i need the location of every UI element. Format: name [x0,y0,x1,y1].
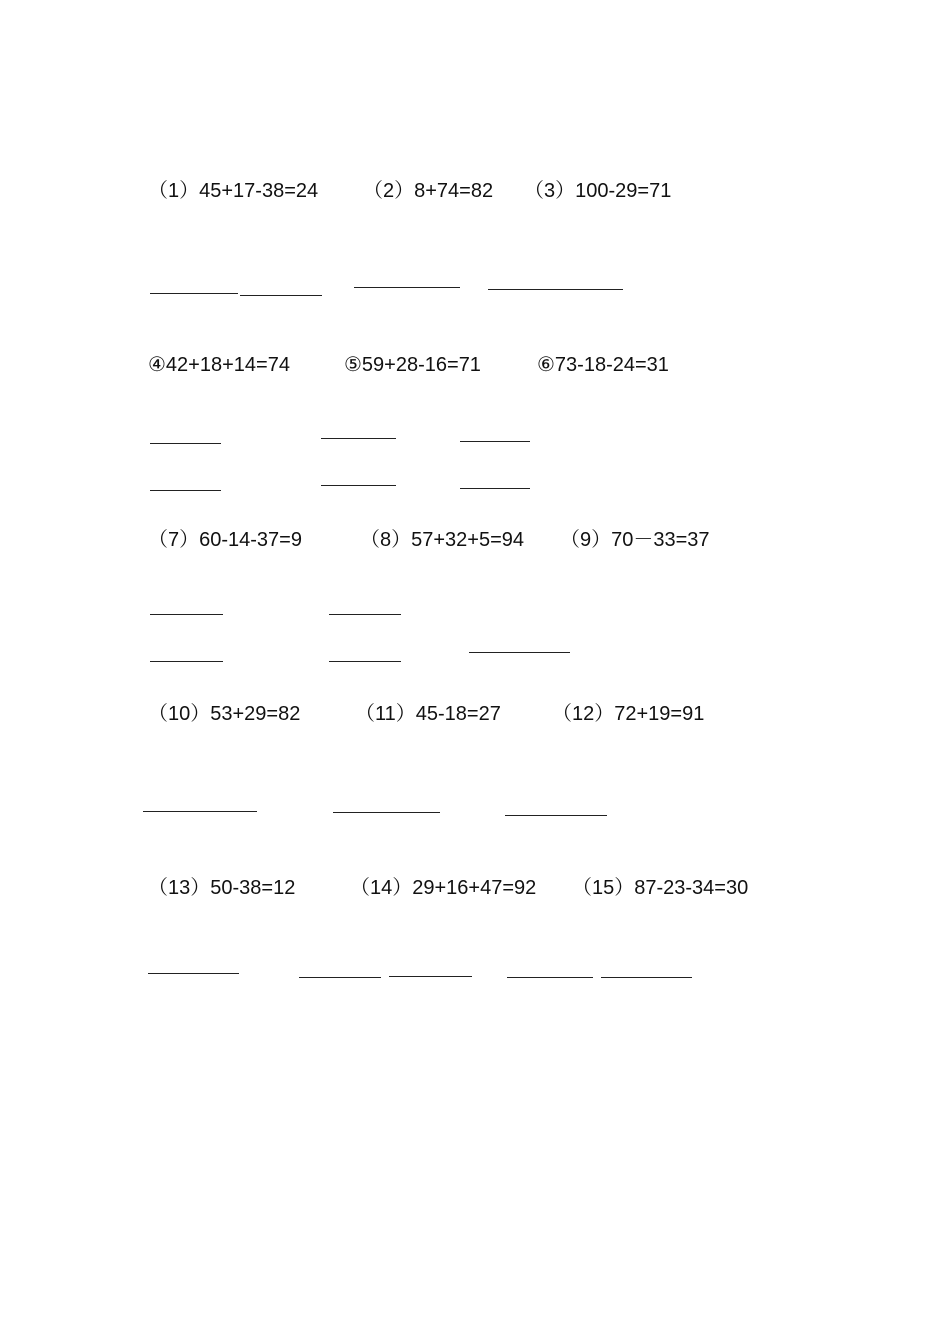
calc-divider-line [507,977,593,978]
calc-divider-line [321,485,396,486]
calc-divider-line [505,815,607,816]
problem-1-label: （1）45+17-38=24 [148,180,319,202]
problem-7-label: （7）60-14-37=9 [148,529,302,551]
calc-divider-line [389,976,472,977]
problem-3-label: （3）100-29=71 [524,180,672,202]
calc-divider-line [240,295,322,296]
calc-divider-line [460,488,530,489]
calc-divider-line [329,661,401,662]
calc-divider-line [143,811,257,812]
calc-divider-line [354,287,460,288]
calc-divider-line [150,443,221,444]
problem-15-label: （15）87-23-34=30 [572,877,749,899]
problem-12-label: （12）72+19=91 [552,703,705,725]
calc-divider-line [150,614,223,615]
calc-divider-line [333,812,440,813]
problem-6-label: ⑥73-18-24=31 [537,354,669,376]
problem-13-label: （13）50-38=12 [148,877,296,899]
problem-4-label: ④42+18+14=74 [148,354,290,376]
calc-divider-line [150,293,238,294]
problem-5-label: ⑤59+28-16=71 [344,354,481,376]
calc-divider-line [321,438,396,439]
calc-divider-line [150,490,221,491]
problem-2-label: （2）8+74=82 [363,180,494,202]
problem-9-label: （9）70－33=37 [560,529,710,551]
calc-divider-line [299,977,381,978]
problem-10-label: （10）53+29=82 [148,703,301,725]
calc-divider-line [150,661,223,662]
calc-divider-line [469,652,570,653]
problem-8-label: （8）57+32+5=94 [360,529,525,551]
calc-divider-line [460,441,530,442]
calc-divider-line [148,973,239,974]
problem-11-label: （11）45-18=27 [355,703,501,725]
calc-divider-line [601,977,692,978]
problem-14-label: （14）29+16+47=92 [350,877,537,899]
calc-divider-line [329,614,401,615]
calc-divider-line [488,289,623,290]
